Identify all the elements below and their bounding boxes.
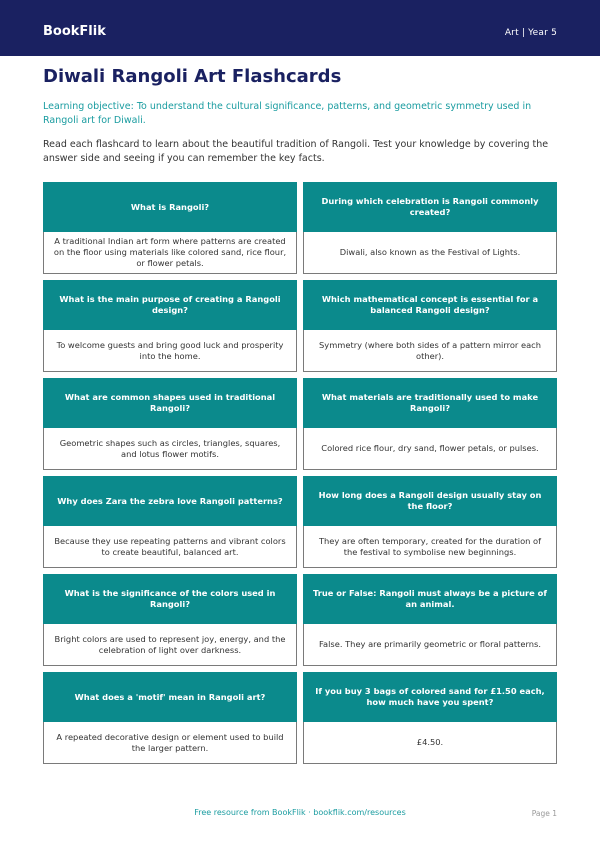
flashcard-question: Why does Zara the zebra love Rangoli patterns?	[43, 476, 297, 526]
flashcard	[43, 672, 297, 764]
flashcard-question: What does a 'motif' mean in Rangoli art?	[43, 672, 297, 722]
flashcard-answer: A traditional Indian art form where patterns are created on the floor using materials like colored sand, rice flour, or flower petals.	[43, 232, 297, 274]
flashcard-answer: False. They are primarily geometric or floral patterns.	[303, 624, 557, 666]
flashcard-question: What are common shapes used in traditional Rangoli?	[43, 378, 297, 428]
flashcard-answer: Bright colors are used to represent joy, energy, and the celebration of light over darkness.	[43, 624, 297, 666]
flashcard-answer: A repeated decorative design or element used to build the larger pattern.	[43, 722, 297, 764]
flashcard-question: What is the main purpose of creating a Rangoli design?	[43, 280, 297, 330]
flashcard-question: How long does a Rangoli design usually stay on the floor?	[303, 476, 557, 526]
flashcard	[303, 280, 557, 372]
header-bar	[0, 0, 600, 56]
flashcard-answer: Because they use repeating patterns and vibrant colors to create beautiful, balanced art.	[43, 526, 297, 568]
flashcard	[43, 574, 297, 666]
learning-objective: Learning objective: To understand the cultural significance, patterns, and geometric symmetry used in Rangoli art for Diwali.	[43, 101, 532, 126]
flashcard-answer: To welcome guests and bring good luck and prosperity into the home.	[43, 330, 297, 372]
flashcard-answer: Diwali, also known as the Festival of Lights.	[303, 232, 557, 274]
flashcard-answer: Geometric shapes such as circles, triangles, squares, and lotus flower motifs.	[43, 428, 297, 470]
page-number: Page 1	[531, 809, 557, 818]
flashcard	[303, 672, 557, 764]
flashcard-answer: Symmetry (where both sides of a pattern mirror each other).	[303, 330, 557, 372]
flashcard-question: What is Rangoli?	[43, 182, 297, 232]
flashcard-question: True or False: Rangoli must always be a picture of an animal.	[303, 574, 557, 624]
flashcard	[43, 378, 297, 470]
flashcard-question: What is the significance of the colors used in Rangoli?	[43, 574, 297, 624]
page-title: Diwali Rangoli Art Flashcards	[43, 66, 342, 87]
flashcard-question: Which mathematical concept is essential for a balanced Rangoli design?	[303, 280, 557, 330]
flashcard-answer: £4.50.	[303, 722, 557, 764]
subject-breadcrumb: Art | Year 5	[504, 28, 557, 38]
footer-link[interactable]: Free resource from BookFlik · bookflik.com/resources	[194, 808, 406, 817]
flashcard-question: If you buy 3 bags of colored sand for £1.50 each, how much have you spent?	[303, 672, 557, 722]
flashcard	[43, 476, 297, 568]
flashcard	[43, 182, 297, 274]
flashcard-answer: They are often temporary, created for the duration of the festival to symbolise new beginnings.	[303, 526, 557, 568]
flashcard-question: During which celebration is Rangoli commonly created?	[303, 182, 557, 232]
brand-logo[interactable]: BookFlik	[43, 24, 106, 39]
flashcard-grid	[43, 182, 557, 764]
flashcard	[303, 574, 557, 666]
flashcard-answer: Colored rice flour, dry sand, flower petals, or pulses.	[303, 428, 557, 470]
flashcard	[303, 182, 557, 274]
flashcard	[43, 280, 297, 372]
flashcard	[303, 476, 557, 568]
flashcard	[303, 378, 557, 470]
intro-text: Read each flashcard to learn about the beautiful tradition of Rangoli. Test your knowledge by covering the answer side and seeing if you can remember the key facts.	[43, 139, 549, 164]
flashcard-question: What materials are traditionally used to make Rangoli?	[303, 378, 557, 428]
